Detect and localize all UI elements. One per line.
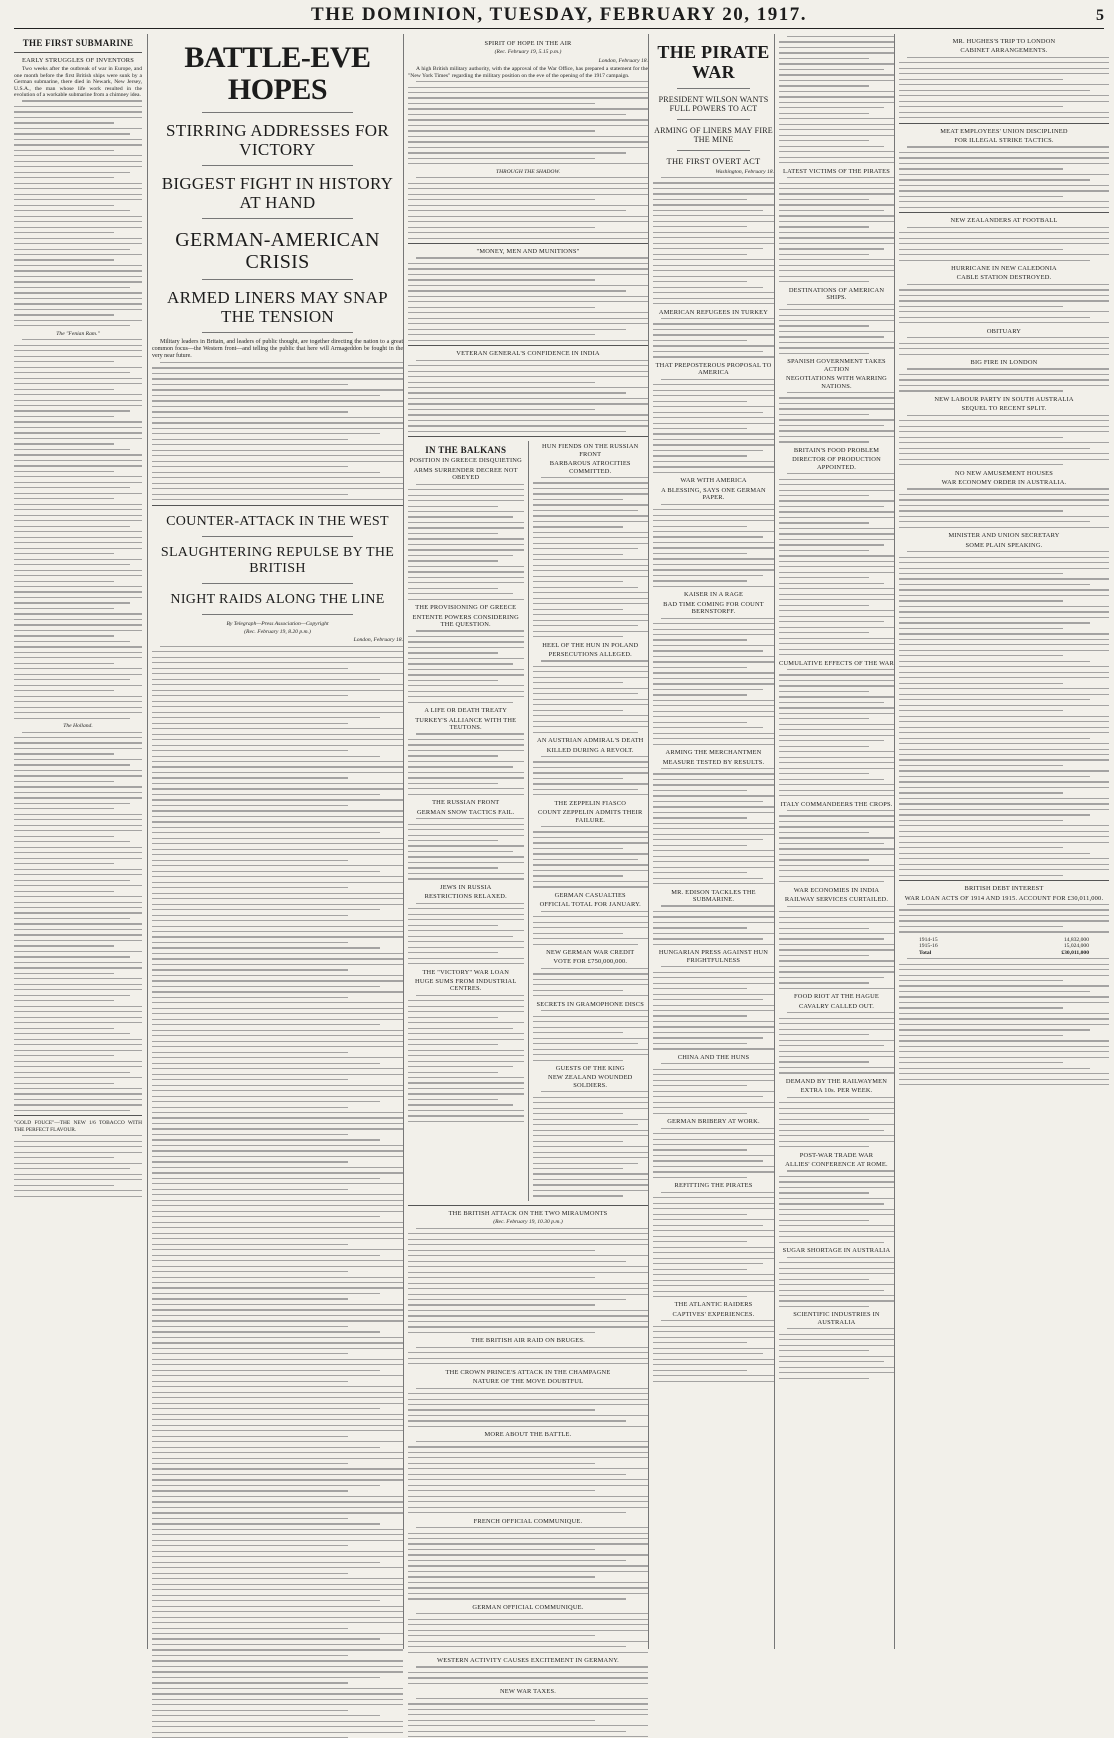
headline-austrian-admiral: AN AUSTRIAN ADMIRAL'S DEATH	[537, 737, 644, 745]
headline-hurricane: HURRICANE IN NEW CALEDONIA	[951, 265, 1057, 273]
subhead: ALLIES' CONFERENCE AT ROME.	[785, 1161, 888, 1168]
headline-war-economies-india: WAR ECONOMIES IN INDIA	[793, 886, 880, 894]
headline-first-submarine: THE FIRST SUBMARINE	[22, 38, 134, 48]
body-text-block	[653, 966, 774, 1049]
headline-sugar-shortage: SUGAR SHORTAGE IN AUSTRALIA	[782, 1247, 891, 1255]
body-text-block	[653, 1128, 774, 1179]
subhead: NEW ZEALAND WOUNDED SOLDIERS.	[548, 1074, 633, 1089]
headline-arming-merchantmen: ARMING THE MERCHANTMEN	[665, 749, 762, 757]
body-text-block	[779, 1097, 894, 1148]
body-text-block	[899, 284, 1109, 324]
headline-battle-eve-hopes: BATTLE-EVE HOPES	[184, 41, 371, 106]
body-text-block	[653, 1063, 774, 1114]
headline-crown-prince: THE CROWN PRINCE'S ATTACK IN THE CHAMPAGNE	[445, 1368, 611, 1376]
headline-russian-front: THE RUSSIAN FRONT	[432, 799, 500, 807]
body-text-block	[899, 958, 1109, 1085]
debt-value: 15,024,000	[1063, 943, 1089, 950]
headline-german-american-crisis: GERMAN-AMERICAN CRISIS	[175, 229, 380, 273]
subhead: RAILWAY SERVICES CURTAILED.	[784, 896, 889, 904]
headline-armed-liners: ARMED LINERS MAY SNAP THE TENSION	[167, 288, 388, 326]
body-text-block	[653, 618, 774, 745]
dateline: (Rec. February 19, 10.30 p.m.)	[493, 1219, 563, 1226]
headline-first-overt-act: THE FIRST OVERT ACT	[666, 156, 761, 166]
headline-german-bribery: GERMAN BRIBERY AT WORK.	[667, 1118, 760, 1126]
body-text-block	[653, 177, 774, 304]
body-text-block	[899, 227, 1109, 261]
subhead-french-communique: FRENCH OFFICIAL COMMUNIQUE.	[473, 1517, 583, 1525]
subhead-holland: The Holland.	[63, 723, 93, 730]
headline-destinations: DESTINATIONS OF AMERICAN SHIPS.	[788, 286, 885, 302]
subhead-nature-of-move: NATURE OF THE MOVE DOUBTFUL	[472, 1378, 584, 1386]
subhead: BAD TIME COMING FOR COUNT BERNSTORFF.	[663, 600, 764, 616]
masthead-title: THE DOMINION, TUESDAY, FEBRUARY 20, 1917.	[311, 4, 807, 25]
headline-big-fire: BIG FIRE IN LONDON	[970, 359, 1038, 367]
column-5	[648, 34, 774, 1649]
body-text-block	[533, 756, 649, 796]
headline-atlantic-raiders: THE ATLANTIC RAIDERS	[674, 1301, 753, 1309]
place-line: London, February 18.	[598, 57, 648, 64]
headline-veteran-general: VETERAN GENERAL'S CONFIDENCE IN INDIA	[456, 350, 600, 358]
headline-spanish-government: SPANISH GOVERNMENT TAKES ACTION	[787, 358, 886, 373]
dateline: (Rec. February 19, 8.20 p.m.)	[244, 629, 311, 635]
headline-cumulative-effects: CUMULATIVE EFFECTS OF THE WAR	[779, 659, 894, 667]
headline-arms-surrender: ARMS SURRENDER DECREE NOT OBEYED	[413, 466, 518, 482]
headline-slaughtering-repulse: SLAUGHTERING REPULSE BY THE BRITISH	[160, 544, 395, 576]
body-text-block	[408, 257, 648, 340]
subhead: KILLED DURING A REVOLT.	[546, 746, 634, 754]
page-number: 5	[1096, 7, 1104, 24]
body-text-block	[899, 551, 1109, 876]
subhead: DIRECTOR OF PRODUCTION APPOINTED.	[792, 456, 881, 471]
headline-president-wilson: PRESIDENT WILSON WANTS FULL POWERS TO ACT	[658, 95, 769, 113]
subhead: A BLESSING, SAYS ONE GERMAN PAPER.	[661, 486, 766, 502]
article-lead: Military leaders in Britain, and leaders of public thought, are together directing the nation to a great common focus—the Western front—and telling the public that here will Armageddon be fought in the very near future.	[152, 339, 403, 359]
body-text-block	[408, 733, 524, 795]
headline-nz-football: NEW ZEALANDERS AT FOOTBALL	[950, 217, 1058, 225]
body-text-block	[14, 100, 142, 326]
column-1	[14, 34, 142, 1649]
body-text-block	[408, 360, 648, 432]
body-text-block	[779, 906, 894, 989]
body-text-block	[408, 1228, 648, 1333]
body-text-block	[408, 630, 524, 702]
body-text-block	[408, 1527, 648, 1599]
debt-total-value: £30,011,000	[1061, 949, 1089, 956]
subhead: COUNT ZEPPELIN ADMITS THEIR FAILURE.	[538, 809, 643, 824]
column-6	[774, 34, 894, 1649]
body-text-block	[14, 339, 142, 719]
subhead: BARBAROUS ATROCITIES COMMITTED.	[549, 460, 631, 475]
headline-gramophone-discs: SECRETS IN GRAMOPHONE DISCS	[536, 1000, 644, 1008]
headline-war-credit: NEW GERMAN WAR CREDIT	[546, 949, 635, 957]
body-text-block	[653, 1192, 774, 1297]
body-text-block	[408, 177, 648, 239]
body-text-block	[899, 488, 1109, 528]
body-text-block	[779, 810, 894, 882]
headline-hughes-trip: MR. HUGHES'S TRIP TO LONDON	[952, 38, 1056, 45]
subhead: CAVALRY CALLED OUT.	[798, 1002, 875, 1010]
body-text-block	[653, 768, 774, 884]
subhead: POSITION IN GREECE DISQUIETING	[409, 457, 522, 465]
body-text-block	[779, 177, 894, 282]
body-text-block	[408, 1698, 648, 1738]
headline-biggest-fight: BIGGEST FIGHT IN HISTORY AT HAND	[161, 174, 394, 212]
headline-pirate-war: THE PIRATE WAR	[657, 42, 770, 82]
body-text-block	[408, 1441, 648, 1513]
headline-british-debt: BRITISH DEBT INTEREST	[964, 885, 1044, 893]
headline-obituary: OBITUARY	[986, 327, 1022, 335]
debt-total-row	[899, 950, 1109, 956]
subhead-more-about-battle: MORE ABOUT THE BATTLE.	[484, 1431, 572, 1439]
body-text-block	[779, 1170, 894, 1242]
subhead: CABLE STATION DESTROYED.	[956, 274, 1052, 282]
headline-air-raid-bruges: THE BRITISH AIR RAID ON BRUGES.	[471, 1337, 585, 1345]
subhead: PERSECUTIONS ALLEGED.	[548, 650, 632, 658]
debt-year: 1914-15	[919, 936, 938, 943]
body-text-block	[779, 669, 894, 796]
headline-amusement-houses: NO NEW AMUSEMENT HOUSES	[955, 469, 1053, 477]
subhead-german-communique: GERMAN OFFICIAL COMMUNIQUE.	[472, 1603, 584, 1611]
body-text-block	[899, 368, 1109, 391]
columns	[14, 34, 1104, 1696]
headline-german-casualties: GERMAN CASUALTIES	[554, 891, 626, 899]
debt-year: 1915-16	[919, 943, 938, 950]
headline-war-with-america: WAR WITH AMERICA	[680, 477, 747, 485]
subhead-new-war-taxes: NEW WAR TAXES.	[499, 1688, 557, 1696]
headline-new-labour-party: NEW LABOUR PARTY IN SOUTH AUSTRALIA	[934, 395, 1074, 403]
column-3-4	[403, 34, 648, 1696]
body-text-block	[408, 484, 524, 600]
headline-refitting-pirates: REFITTING THE PIRATES	[674, 1182, 753, 1190]
body-text-block	[408, 903, 524, 965]
body-text-block	[152, 646, 403, 1738]
body-text-block	[899, 904, 1109, 933]
subhead: WAR LOAN ACTS OF 1914 AND 1915. ACCOUNT FOR £30,011,000.	[904, 894, 1104, 902]
subhead: VOTE FOR £750,000,000.	[553, 958, 628, 966]
subhead: TURKEY'S ALLIANCE WITH THE TEUTONS.	[415, 716, 517, 732]
subhead: WAR ECONOMY ORDER IN AUSTRALIA.	[941, 478, 1067, 486]
headline-provisioning: THE PROVISIONING OF GREECE	[415, 604, 517, 612]
body-text-block	[14, 732, 142, 1112]
headline-kaiser-in-rage: KAISER IN A RAGE	[683, 591, 744, 599]
column-7	[894, 34, 1109, 1649]
body-text-block	[899, 337, 1109, 355]
headline-food-riot: FOOD RIOT AT THE HAGUE	[794, 993, 879, 1001]
body-text-block	[779, 304, 894, 355]
headline-zeppelin-fiasco: THE ZEPPELIN FIASCO	[554, 799, 627, 807]
headline-latest-victims: LATEST VICTIMS OF THE PIRATES	[783, 167, 890, 175]
balkans-column	[408, 441, 524, 1201]
headline-life-or-death: A LIFE OR DEATH TREATY	[424, 707, 508, 715]
headline-guests-of-king: GUESTS OF THE KING	[555, 1064, 625, 1072]
subhead: OFFICIAL TOTAL FOR JANUARY.	[539, 901, 641, 909]
subhead: FOR ILLEGAL STRIKE TACTICS.	[954, 137, 1054, 145]
subhead: CAPTIVES' EXPERIENCES.	[672, 1310, 755, 1318]
headline-jews-in-russia: JEWS IN RUSSIA	[440, 883, 492, 891]
body-text-block	[779, 1328, 894, 1379]
headline-edison-submarine: MR. EDISON TACKLES THE SUBMARINE.	[671, 888, 756, 904]
headline-in-the-balkans: IN THE BALKANS	[425, 445, 507, 456]
column-2	[147, 34, 403, 1649]
body-text-block	[653, 318, 774, 358]
headline-arming-of-liners: ARMING OF LINERS MAY FIRE THE MINE	[654, 126, 773, 144]
subhead: CABINET ARRANGEMENTS.	[960, 47, 1048, 55]
body-text-block	[408, 1666, 648, 1684]
headline-meat-employees: MEAT EMPLOYEES' UNION DISCIPLINED	[940, 127, 1068, 135]
body-text-block	[533, 911, 649, 945]
subhead: ENTENTE POWERS CONSIDERING THE QUESTION.	[412, 613, 519, 629]
body-text-block	[533, 968, 649, 997]
byline: By Telegraph—Press Association—Copyright	[226, 620, 329, 627]
dateline: Washington, February 18.	[715, 168, 774, 175]
subhead: SOME PLAIN SPEAKING.	[965, 541, 1043, 549]
debt-value: 14,832,000	[1063, 936, 1089, 943]
body-text-block	[533, 1010, 649, 1061]
headline-minister-union: MINISTER AND UNION SECRETARY	[948, 532, 1060, 540]
body-text-block	[533, 477, 649, 637]
headline-post-war-trade: POST-WAR TRADE WAR	[799, 1151, 874, 1159]
headline-china-and-huns: CHINA AND THE HUNS	[677, 1053, 750, 1061]
subhead: GERMAN SNOW TACTICS FAIL.	[416, 808, 515, 816]
headline-food-problem: BRITAIN'S FOOD PROBLEM	[793, 446, 880, 454]
body-text-block	[899, 415, 1109, 466]
headline-victory-war-loan: THE "VICTORY" WAR LOAN	[422, 968, 510, 976]
masthead	[14, 4, 1104, 29]
subhead: NEGOTIATIONS WITH WARRING NATIONS.	[786, 375, 887, 390]
place-line: London, February 18.	[353, 637, 403, 644]
body-text-block	[653, 905, 774, 945]
body-text-block	[408, 81, 648, 164]
body-text-block	[779, 1012, 894, 1074]
headline-preposterous-proposal: THAT PREPOSTEROUS PROPOSAL TO AMERICA	[655, 361, 772, 377]
headline-railwaymen-demand: DEMAND BY THE RAILWAYMEN	[785, 1077, 888, 1085]
headline-hun-fiends: HUN FIENDS ON THE RUSSIAN FRONT	[542, 443, 639, 458]
body-text-block	[408, 1347, 648, 1365]
hun-column	[528, 441, 649, 1201]
article-lead: Two weeks after the outbreak of war in Europe, and one month before the first British ships were sunk by a German submarine, there died in Newark, New Jersey, U.S.A., the man whose life work resulted in the evolution of a workable submarine from a chimney idea.	[14, 66, 142, 99]
subhead-fenian-ram: The "Fenian Ram."	[56, 330, 100, 337]
headline-two-miraumonts: THE BRITISH ATTACK ON THE TWO MIRAUMONTS	[448, 1209, 608, 1217]
body-text-block	[533, 660, 649, 732]
subhead: EXTRA 10s. PER WEEK.	[800, 1087, 873, 1095]
body-text-block	[152, 362, 403, 500]
body-text-block	[779, 1257, 894, 1308]
body-text-block	[533, 1091, 649, 1196]
body-text-block	[14, 1135, 142, 1197]
body-text-block	[533, 826, 649, 888]
headline-money-men-munitions: "MONEY, MEN AND MUNITIONS"	[476, 248, 580, 255]
headline-heel-of-hun: HEEL OF THE HUN IN POLAND	[542, 641, 639, 649]
headline-western-activity: WESTERN ACTIVITY CAUSES EXCITEMENT IN GERMANY.	[437, 1657, 619, 1665]
headline-spirit-of-hope: SPIRIT OF HOPE IN THE AIR	[484, 40, 572, 47]
body-text-block	[899, 146, 1109, 208]
headline-italy-crops: ITALY COMMANDEERS THE CROPS.	[780, 800, 893, 808]
body-text-block	[779, 473, 894, 655]
dateline: (Rec. February 19, 5.15 p.m.)	[494, 49, 562, 56]
subhead-early-struggles: EARLY STRUGGLES OF INVENTORS	[21, 57, 134, 64]
subhead: HUGE SUMS FROM INDUSTRIAL CENTRES.	[415, 977, 517, 993]
subhead: SEQUEL TO RECENT SPLIT.	[961, 405, 1047, 413]
body-text-block	[899, 57, 1109, 119]
debt-total-label: Total	[919, 949, 932, 956]
headline-stirring-addresses: STIRRING ADDRESSES FOR VICTORY	[166, 121, 389, 159]
advertisement: "GOLD FOUCE"—THE NEW 1/6 TOBACCO WITH THE PERFECT FLAVOUR.	[14, 1120, 142, 1133]
body-text-block	[408, 818, 524, 880]
body-text-block	[653, 504, 774, 587]
headline-scientific-industries: SCIENTIFIC INDUSTRIES IN AUSTRALIA	[793, 1311, 880, 1326]
body-text-block	[653, 379, 774, 473]
body-text-block	[653, 1320, 774, 1382]
subhead-through-shadow: THROUGH THE SHADOW.	[496, 168, 560, 175]
headline-counter-attack: COUNTER-ATTACK IN THE WEST	[166, 513, 389, 529]
subhead: MEASURE TESTED BY RESULTS.	[662, 758, 765, 766]
article-lead: A high British military authority, with the approval of the War Office, has prepared a statement for the "New York Times" regarding the military position on the eve of the opening of the 1917 campaign.	[408, 66, 648, 79]
headline-american-refugees: AMERICAN REFUGEES IN TURKEY	[658, 308, 769, 316]
body-text-block	[408, 1388, 648, 1428]
body-text-block	[408, 995, 524, 1122]
subhead: RESTRICTIONS RELAXED.	[424, 893, 507, 901]
body-text-block	[408, 1613, 648, 1653]
headline-night-raids: NIGHT RAIDS ALONG THE LINE	[170, 591, 385, 607]
headline-hungarian-press: HUNGARIAN PRESS AGAINST HUN FRIGHTFULNESS	[658, 949, 769, 964]
body-text-block	[779, 36, 894, 163]
body-text-block	[779, 392, 894, 443]
